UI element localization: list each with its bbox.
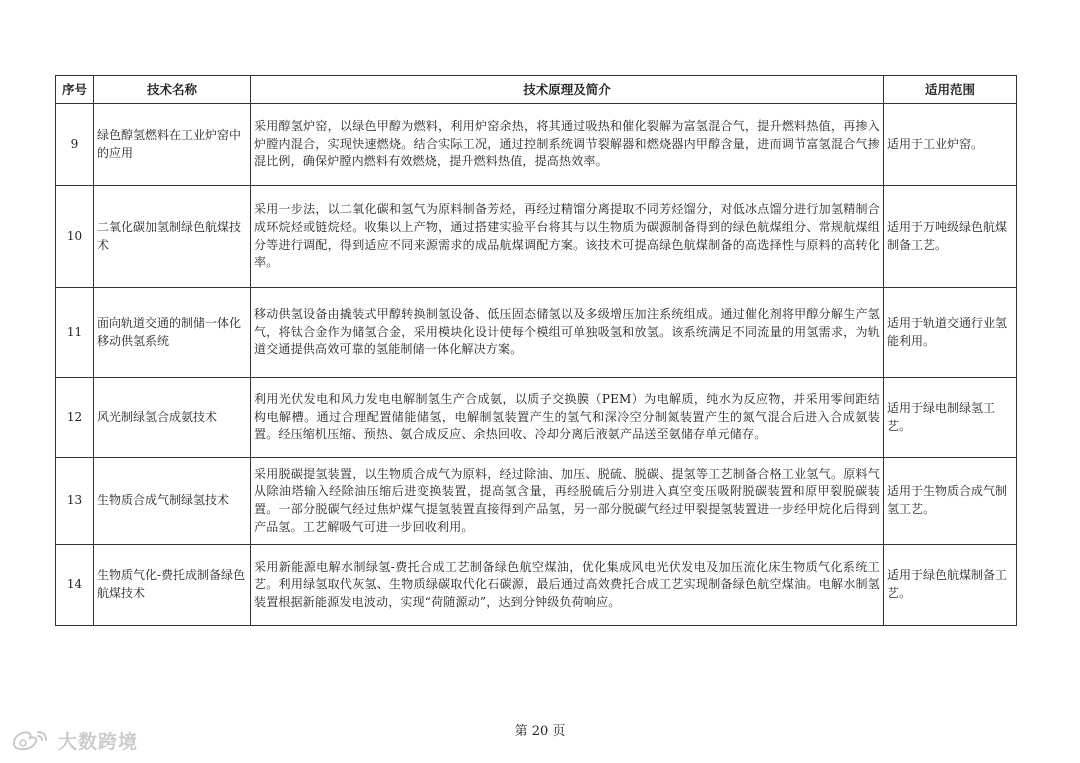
- header-scope: 适用范围: [884, 76, 1017, 104]
- page-number: 第 20 页: [514, 724, 566, 739]
- table-row: [56, 458, 1017, 545]
- weibo-style-logo-icon: [10, 726, 52, 754]
- row-tech-name: 生物质合成气制绿氢技术: [94, 458, 251, 545]
- row-num: 9: [56, 104, 94, 186]
- row-num: 13: [56, 458, 94, 545]
- row-scope: 适用于工业炉窑。: [884, 104, 1017, 186]
- row-num: 12: [56, 378, 94, 458]
- watermark: [10, 726, 138, 754]
- table-row: [56, 186, 1017, 288]
- row-description: 采用一步法，以二氧化碳和氢气为原料制备芳烃，再经过精馏分离提取不同芳烃馏分，对低冰点馏分进行加氢精制合成环烷烃或链烷烃。收集以上产物，通过搭建实验平台将其与以生物质为碳源制备得到的绿色航煤组分、常规航煤组分等进行调配，得到适应不同来源需求的成品航煤调配方案。该技术可提高绿色航煤制备的高选择性与原料的高转化率。: [251, 186, 884, 288]
- row-tech-name: 绿色醇氢燃料在工业炉窑中的应用: [94, 104, 251, 186]
- header-desc: 技术原理及简介: [251, 76, 884, 104]
- row-scope: 适用于生物质合成气制氢工艺。: [884, 458, 1017, 545]
- row-scope: 适用于轨道交通行业氢能利用。: [884, 288, 1017, 378]
- row-tech-name: 二氧化碳加氢制绿色航煤技术: [94, 186, 251, 288]
- row-description: 利用光伏发电和风力发电电解制氢生产合成氨，以质子交换膜（PEM）为电解质，纯水为反应物，并采用零间距结构电解槽。通过合理配置储能储氢，电解制氢装置产生的氢气和深冷空分制氮装置产生的氮气混合后进入合成氨装置。经压缩机压缩、预热、氨合成反应、余热回收、冷却分离后液氨产品送至氨储存单元储存。: [251, 378, 884, 458]
- table-header-row: [56, 76, 1017, 104]
- row-description: 采用新能源电解水制绿氢-费托合成工艺制备绿色航空煤油，优化集成风电光伏发电及加压流化床生物质气化系统工艺。利用绿氢取代灰氢、生物质绿碳取代化石碳源，最后通过高效费托合成工艺实现制备绿色航空煤油。电解水制氢装置根据新能源发电波动，实现“荷随源动”，达到分钟级负荷响应。: [251, 545, 884, 626]
- table-row: [56, 288, 1017, 378]
- table-row: [56, 378, 1017, 458]
- table-row: [56, 104, 1017, 186]
- row-num: 10: [56, 186, 94, 288]
- row-scope: 适用于绿色航煤制备工艺。: [884, 545, 1017, 626]
- row-scope: 适用于绿电制绿氢工艺。: [884, 378, 1017, 458]
- row-tech-name: 生物质气化-费托成制备绿色航煤技术: [94, 545, 251, 626]
- row-num: 14: [56, 545, 94, 626]
- row-tech-name: 面向轨道交通的制储一体化移动供氢系统: [94, 288, 251, 378]
- watermark-text: 大数跨境: [58, 730, 139, 753]
- row-description: 移动供氢设备由撬装式甲醇转换制氢设备、低压固态储氢以及多级增压加注系统组成。通过催化剂将甲醇分解生产氢气，将钛合金作为储氢合金，采用模块化设计使每个模组可单独吸氢和放氢。该系统满足不同流量的用氢需求，为轨道交通提供高效可靠的氢能制储一体化解决方案。: [251, 288, 884, 378]
- row-scope: 适用于万吨级绿色航煤制备工艺。: [884, 186, 1017, 288]
- header-num: 序号: [56, 76, 94, 104]
- row-num: 11: [56, 288, 94, 378]
- row-description: 采用醇氢炉窑，以绿色甲醇为燃料，利用炉窑余热，将其通过吸热和催化裂解为富氢混合气，提升燃料热值，再掺入炉膛内混合，实现快速燃烧。结合实际工况，通过控制系统调节裂解器和燃烧器内甲醇含量，进而调节富氢混合气掺混比例，确保炉膛内燃料有效燃烧，提升燃料热值，提高热效率。: [251, 104, 884, 186]
- table-row: [56, 545, 1017, 626]
- row-tech-name: 风光制绿氢合成氨技术: [94, 378, 251, 458]
- header-name: 技术名称: [94, 76, 251, 104]
- technology-table: [55, 75, 1017, 626]
- row-description: 采用脱碳提氢装置，以生物质合成气为原料，经过除油、加压、脱硫、脱碳、提氢等工艺制备合格工业氢气。原料气从除油塔输入经除油压缩后进变换装置，提高氢含量，再经脱硫后分别进入真空变压吸附脱碳装置和原甲裂脱碳装置。一部分脱碳气经过焦炉煤气提氢装置直接得到产品氢，另一部分脱碳气经过甲裂提氢装置进一步经甲烷化后得到产品氢。工艺解吸气可进一步回收利用。: [251, 458, 884, 545]
